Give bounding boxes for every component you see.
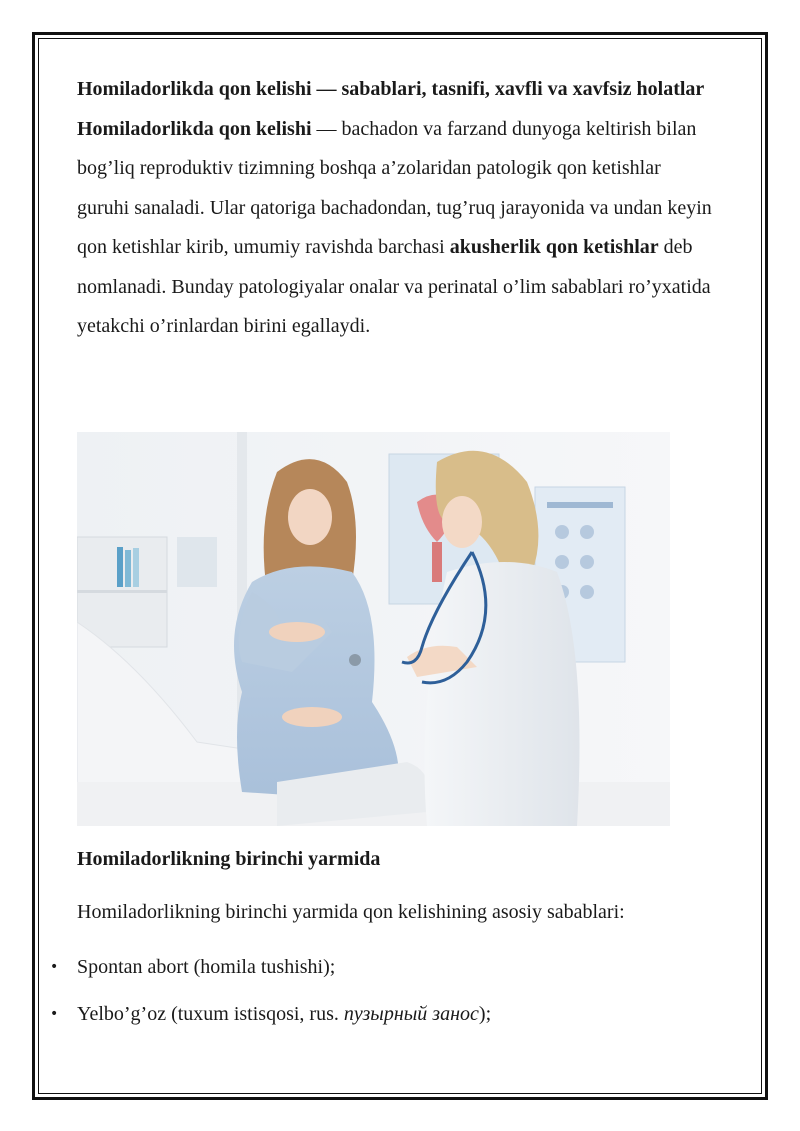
list-item-text: Spontan abort (homila tushishi); xyxy=(77,956,336,978)
causes-list xyxy=(50,948,492,1042)
intro-text-2: deb nomlanadi. Bunday patologiyalar onalar va perinatal o’lim sabablari ro’yxatida yetakchi o’rinlardan birini egallaydi. xyxy=(77,236,711,337)
intro-lead: Homiladorlikda qon kelishi xyxy=(77,117,312,140)
bullet-icon: • xyxy=(50,1006,59,1022)
list-item-italic: пузырный занос xyxy=(343,1003,479,1025)
section-first-half xyxy=(50,840,717,1025)
list-item xyxy=(50,995,492,1042)
list-item-text: Yelbo’g’oz (tuxum istisqosi, rus. xyxy=(77,1003,344,1025)
section-intro: Homiladorlikning birinchi yarmida qon kelishining asosiy sabablari: xyxy=(77,901,625,923)
intro-term: akusherlik qon ketishlar xyxy=(449,236,659,258)
list-item xyxy=(50,948,491,995)
intro-text-1: — bachadon va farzand dunyoga keltirish bilan bog’liq reproduktiv tizimning boshqa a’zolaridan patologik qon ketishlar guruhi sanaladi. Ular qatoriga bachadondan, tug’ruq jarayonida va undan keyin qon ketishlar kirib, umumiy ravishda barchasi xyxy=(77,117,712,258)
article-body xyxy=(77,70,717,347)
section-heading: Homiladorlikning birinchi yarmida xyxy=(77,848,381,870)
bullet-icon: • xyxy=(50,959,59,975)
article-title: Homiladorlikda qon kelishi — sabablari, tasnifi, xavfli va xavfsiz holatlar xyxy=(77,78,705,100)
intro-paragraph xyxy=(77,110,717,347)
list-item-tail: ); xyxy=(478,1003,492,1025)
pregnancy-checkup-photo xyxy=(77,432,670,826)
